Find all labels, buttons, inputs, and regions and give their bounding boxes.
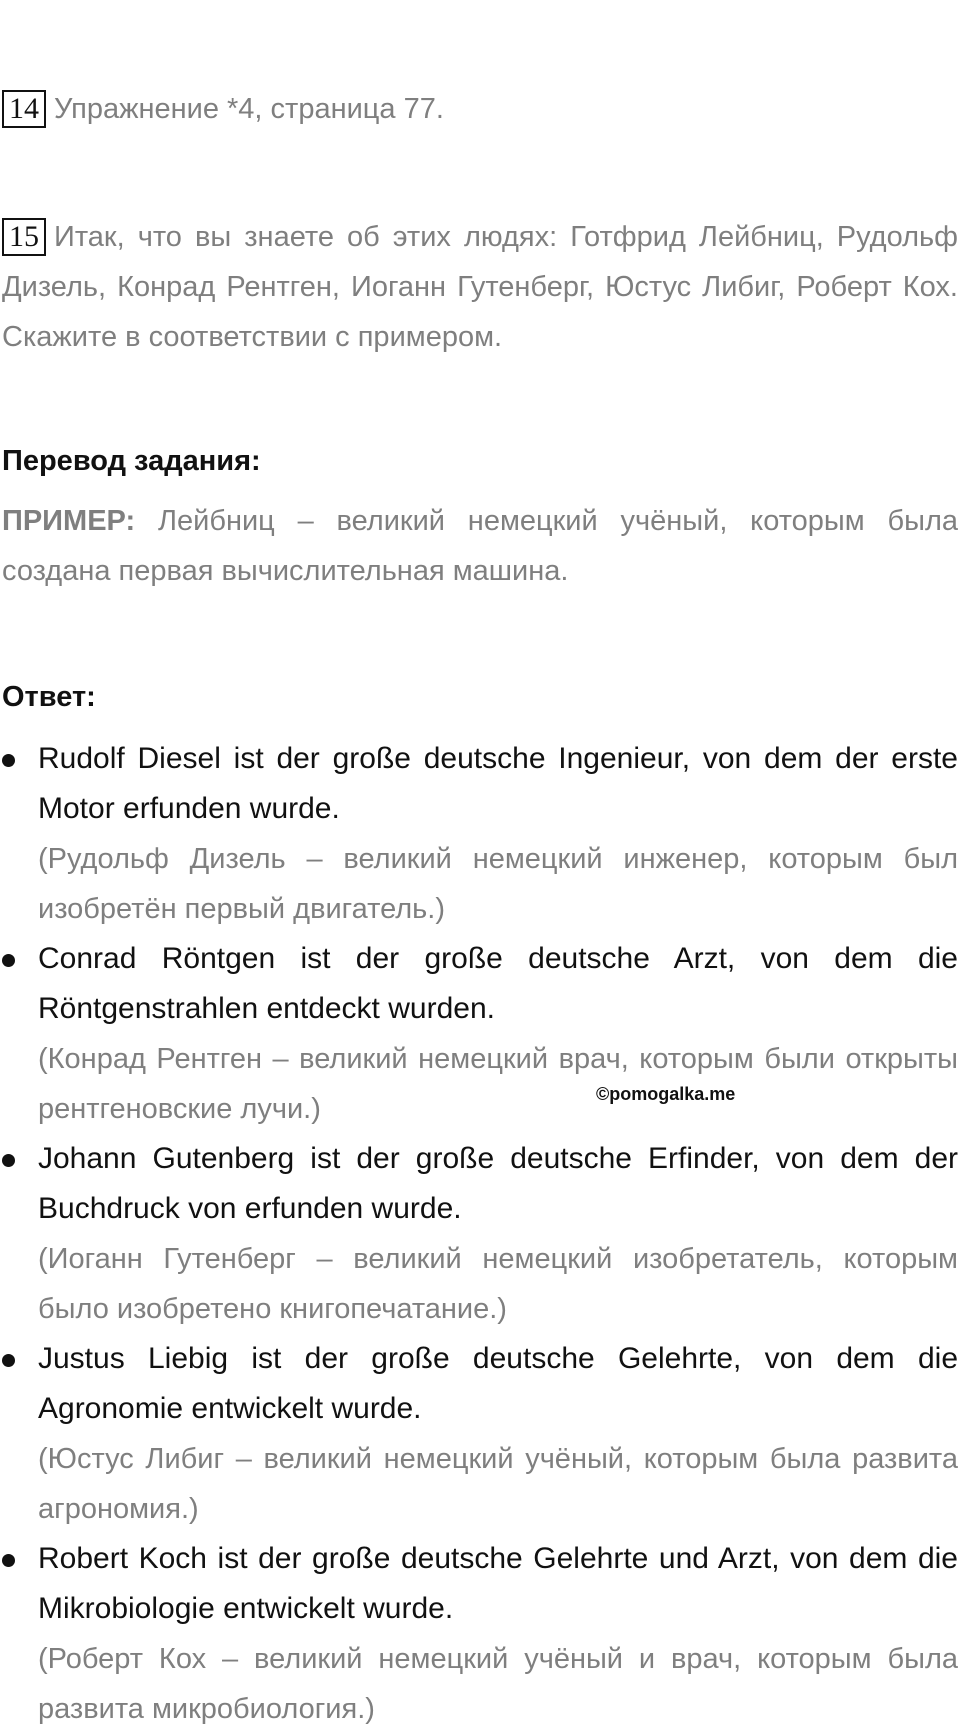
bullet-icon (2, 954, 15, 967)
answer-german: Robert Koch ist der große deutsche Gelehrte und Arzt, von dem die Mikrobiologie entwickelt wurde. (38, 1542, 958, 1625)
answer-german: Justus Liebig ist der große deutsche Gelehrte, von dem die Agronomie entwickelt wurde. (38, 1342, 958, 1425)
answer-german: Conrad Röntgen ist der große deutsche Arzt, von dem die Röntgenstrahlen entdeckt wurden. (38, 942, 958, 1025)
translation-example (2, 496, 958, 596)
bullet-icon (2, 1154, 15, 1167)
list-item (0, 1134, 958, 1334)
example-label: ПРИМЕР: (2, 505, 136, 537)
exercise-number-box: 14 (2, 90, 46, 128)
exercise-number-box: 15 (2, 218, 46, 256)
answer-russian: (Юстус Либиг – великий немецкий учёный, которым была развита агрономия.) (38, 1443, 958, 1525)
answer-russian: (Иоганн Гутенберг – великий немецкий изобретатель, которым было изобретено книгопечатание.) (38, 1243, 958, 1325)
list-item (0, 1334, 958, 1534)
answer-russian: (Конрад Рентген – великий немецкий врач, которым были открыты рентгеновские лучи.) (38, 1043, 958, 1125)
translation-heading: Перевод задания: (2, 445, 261, 477)
exercise-text: Итак, что вы знаете об этих людях: Готфрид Лейбниц, Рудольф Дизель, Конрад Рентген, Иоганн Гутенберг, Юстус Либиг, Роберт Кох. Скажите в соответствии с примером. (2, 221, 958, 353)
answer-german: Johann Gutenberg ist der große deutsche Erfinder, von dem der Buchdruck von erfunden wurde. (38, 1142, 958, 1225)
bullet-icon (2, 1354, 15, 1367)
exercise-14 (2, 84, 958, 134)
exercise-15 (2, 212, 958, 362)
answer-list (0, 734, 958, 1734)
answer-russian: (Рудольф Дизель – великий немецкий инженер, которым был изобретён первый двигатель.) (38, 843, 958, 925)
answer-russian: (Роберт Кох – великий немецкий учёный и врач, которым была развита микробиология.) (38, 1643, 958, 1725)
example-text: Лейбниц – великий немецкий учёный, которым была создана первая вычислительная машина. (2, 505, 959, 587)
exercise-text: Упражнение *4, страница 77. (54, 93, 444, 125)
answer-german: Rudolf Diesel ist der große deutsche Ingenieur, von dem der erste Motor erfunden wurde. (38, 742, 958, 825)
list-item (0, 1534, 958, 1734)
list-item (0, 934, 958, 1134)
answer-heading: Ответ: (2, 681, 96, 713)
watermark: ©pomogalka.me (596, 1084, 736, 1104)
bullet-icon (2, 754, 15, 767)
list-item (0, 734, 958, 934)
bullet-icon (2, 1554, 15, 1567)
